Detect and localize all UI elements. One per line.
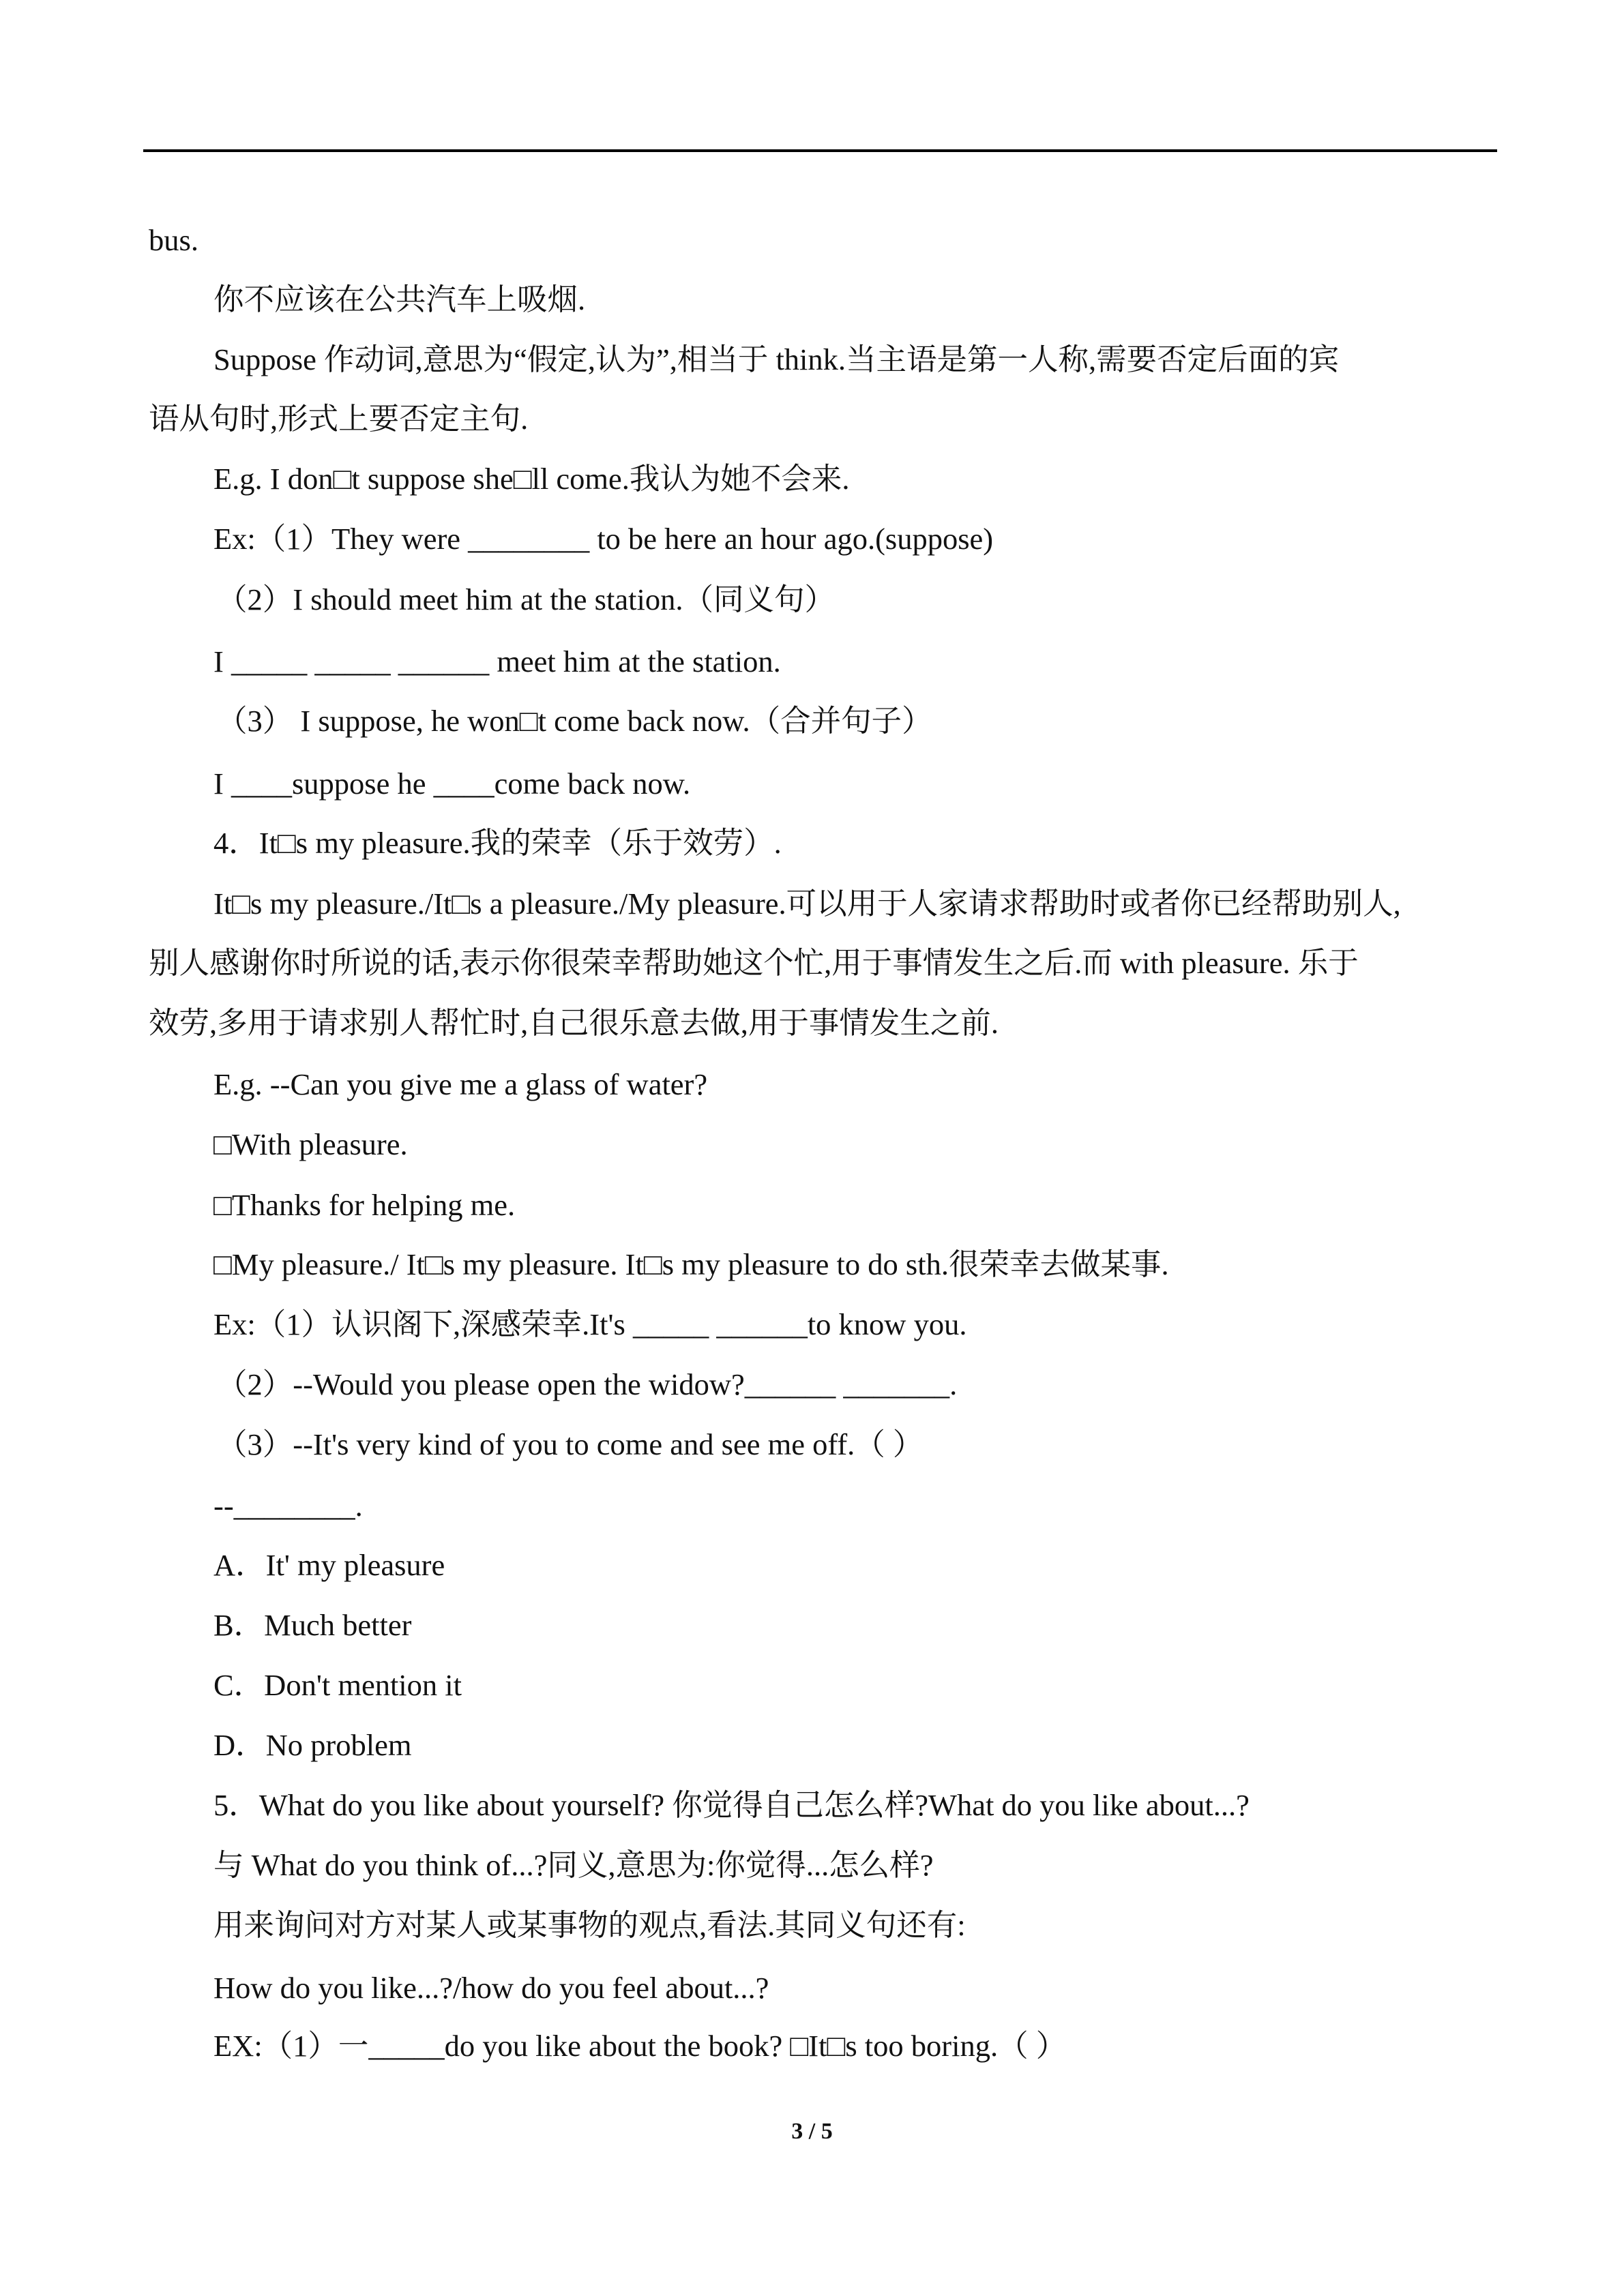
text-line: How do you like...?/how do you feel about...?: [213, 1971, 769, 2005]
text-line: E.g. I don□t suppose she□ll come.我认为她不会来.: [213, 462, 850, 496]
text-line: （2）I should meet him at the station.（同义句）: [217, 582, 835, 616]
text-line: Ex:（1）认识阁下,深感荣幸.It's _____ ______to know you.: [213, 1307, 967, 1341]
text-line: E.g. --Can you give me a glass of water?: [213, 1067, 708, 1101]
option-a: A．It' my pleasure: [213, 1548, 445, 1582]
text-line: （3）--It's very kind of you to come and see me off.（ ）: [217, 1427, 924, 1461]
text-line: 你不应该在公共汽车上吸烟.: [213, 282, 586, 316]
text-line: Suppose 作动词,意思为“假定,认为”,相当于 think.当主语是第一人称,需要否定后面的宾: [213, 342, 1340, 376]
option-d: D．No problem: [213, 1728, 412, 1762]
text-line: It□s my pleasure./It□s a pleasure./My pleasure.可以用于人家请求帮助时或者你已经帮助别人,: [213, 886, 1401, 921]
text-line: 别人感谢你时所说的话,表示你很荣幸帮助她这个忙,用于事情发生之后.而 with pleasure. 乐于: [149, 946, 1359, 980]
text-line: （3） I suppose, he won□t come back now.（合并句子）: [217, 704, 932, 738]
text-line: --________.: [213, 1489, 363, 1523]
text-line: 5．What do you like about yourself? 你觉得自己怎么样?What do you like about...?: [213, 1788, 1250, 1822]
text-line: □With pleasure.: [213, 1127, 408, 1161]
text-line: 效劳,多用于请求别人帮忙时,自己很乐意去做,用于事情发生之前.: [149, 1006, 999, 1040]
text-line: EX:（1）一_____do you like about the book? □It□s too boring.（ ）: [213, 2029, 1067, 2063]
text-line: bus.: [149, 223, 198, 257]
text-line: 与 What do you think of...?同义,意思为:你觉得...怎么样?: [213, 1848, 934, 1882]
text-line: I ____suppose he ____come back now.: [213, 766, 691, 801]
text-line: 语从句时,形式上要否定主句.: [149, 402, 529, 436]
text-line: 用来询问对方对某人或某事物的观点,看法.其同义句还有:: [213, 1908, 966, 1942]
header-rule: [143, 149, 1497, 152]
text-line: □Thanks for helping me.: [213, 1188, 516, 1222]
page-number: 3 / 5: [791, 2119, 833, 2144]
text-line: 4．It□s my pleasure.我的荣幸（乐于效劳）.: [213, 826, 782, 860]
text-line: □My pleasure./ It□s my pleasure. It□s my pleasure to do sth.很荣幸去做某事.: [213, 1247, 1169, 1281]
option-c: C．Don't mention it: [213, 1668, 462, 1702]
text-line: Ex:（1）They were ________ to be here an hour ago.(suppose): [213, 522, 994, 556]
text-line: I _____ _____ ______ meet him at the station.: [213, 644, 781, 679]
text-line: （2）--Would you please open the widow?______ _______.: [217, 1367, 958, 1401]
option-b: B．Much better: [213, 1608, 412, 1642]
